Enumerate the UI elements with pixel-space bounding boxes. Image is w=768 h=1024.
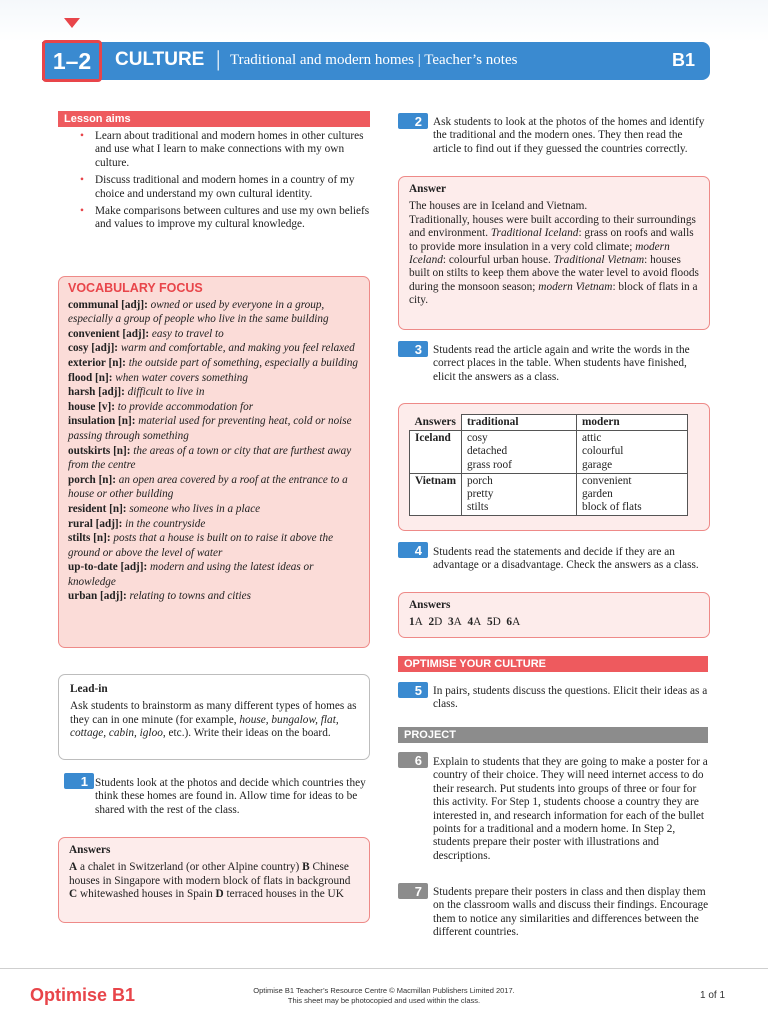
vocabulary-entry (68, 341, 360, 356)
step-5-badge: 5 (398, 682, 428, 698)
vocabulary-definition: relating to towns and cities (129, 590, 251, 603)
vocabulary-word: exterior [n]: (68, 356, 126, 369)
vocabulary-word: outskirts [n]: (68, 444, 131, 457)
step-1-badge: 1 (64, 773, 94, 789)
list-item: • Make comparisons between cultures and use my own beliefs and values to improve my cultural knowledge. (80, 205, 370, 232)
step-2-badge: 2 (398, 113, 428, 129)
section-title: CULTURE (115, 49, 205, 70)
table-cell: cosy detached grass roof (462, 431, 577, 474)
vocabulary-word: up-to-date [adj]: (68, 561, 148, 574)
answers-text: 1A 2D 3A 4A 5D 6A (409, 616, 521, 629)
step-7-badge: 7 (398, 883, 428, 899)
table-cell: attic colourful garage (577, 431, 688, 474)
leadin-box (58, 674, 370, 760)
vocabulary-word: harsh [adj]: (68, 386, 125, 399)
vocabulary-definition: posts that a house is built on to raise it above the ground or above the level of water (68, 532, 334, 559)
page-subtitle: Traditional and modern homes | Teacher’s notes (230, 52, 518, 68)
answer-title: Answer (409, 183, 447, 195)
vocabulary-entry (68, 560, 360, 589)
vocabulary-word: porch [n]: (68, 473, 116, 486)
vocabulary-entry (68, 414, 360, 443)
vocabulary-definition: owned or used by everyone in a group, especially a group of people who live in the same building (68, 298, 329, 326)
vocabulary-word: house [v]: (68, 400, 115, 413)
answer-box-2 (398, 176, 710, 330)
answers-box-4 (398, 592, 710, 638)
vocabulary-entry (68, 385, 360, 400)
page-number: 1 of 1 (700, 990, 726, 1001)
row-header: Iceland (410, 431, 462, 474)
vocabulary-word: communal [adj]: (68, 298, 148, 311)
vocabulary-entry (68, 400, 360, 415)
step-1-text: Students look at the photos and decide which countries they think these homes are found in. Allow time for ideas to be shared with the rest of the class. (95, 777, 366, 816)
column-header: traditional (462, 415, 577, 431)
vocabulary-definition: difficult to live in (127, 386, 205, 399)
column-header: modern (577, 415, 688, 431)
vocabulary-entry (68, 589, 360, 604)
vocabulary-definition: the areas of a town or city that are furthest away from the centre (68, 444, 352, 472)
level-badge: B1 (672, 50, 696, 70)
answer-text: The houses are in Iceland and Vietnam. Traditionally, houses were built according to their surroundings and environment. Traditional Iceland: grass on roofs and walls to provide more insulation in a very cold climate; modern Iceland: colourful urban house. Traditional Vietnam: houses built on stilts to keep them above the water level to avoid floods during the monsoon season; modern Vietnam: block of flats in a city. (409, 200, 699, 307)
unit-number: 1–2 (42, 40, 102, 82)
table-row (410, 431, 688, 474)
vocabulary-definition: someone who lives in a place (129, 502, 261, 515)
vocabulary-entry (68, 327, 360, 342)
step-2-text: Ask students to look at the photos of the homes and identify the traditional and the modern ones. They then read the article to find out if they guessed the countries correctly. (433, 116, 705, 155)
lesson-aims-list (80, 130, 370, 236)
vocabulary-definition: modern and using the latest ideas or knowledge (68, 561, 314, 588)
vocabulary-entry (68, 298, 360, 327)
vocabulary-definition: to provide accommodation for (117, 400, 254, 413)
vocabulary-definition: in the countryside (125, 517, 206, 530)
vocabulary-entry (68, 473, 360, 502)
leadin-title: Lead-in (70, 683, 108, 695)
leadin-text: Ask students to brainstorm as many different types of homes as they can in one minute (for example, house, bungalow, flat, cottage, cabin, igloo, etc.). Write their ideas on the board. (70, 700, 357, 740)
lesson-aims-title: Lesson aims (58, 111, 370, 127)
vocabulary-entry (68, 371, 360, 386)
vocabulary-word: convenient [adj]: (68, 327, 150, 340)
step-6-text: Explain to students that they are going to make a poster for a country of their choice. They will need internet access to do their research. Put students into groups of three or four for this activity. For Step 1, students choose a country they are interested in, and research information for each of the bullet points for a traditional and a modern home. In Step 2, students prepare their poster with illustrations and descriptions. (433, 756, 708, 862)
step-5-text: In pairs, students discuss the questions. Elicit their ideas as a class. (433, 685, 708, 711)
vocabulary-box (58, 276, 370, 648)
vocabulary-entry (68, 531, 360, 560)
vocabulary-word: insulation [n]: (68, 415, 136, 428)
vocabulary-definition: easy to travel to (151, 327, 224, 340)
marker-triangle-icon (64, 18, 80, 28)
answers-table (409, 414, 688, 516)
table-cell: convenient garden block of flats (577, 473, 688, 516)
list-item: • Discuss traditional and modern homes in a country of my choice and understand my own cultural identity. (80, 174, 370, 201)
brand-logo: Optimise B1 (30, 985, 136, 1005)
vocabulary-entry (68, 517, 360, 532)
step-4-text: Students read the statements and decide if they are an advantage or a disadvantage. Check the answers as a class. (433, 546, 699, 572)
vocabulary-entry (68, 444, 360, 473)
step-3-badge: 3 (398, 341, 428, 357)
footer-divider (0, 968, 768, 969)
vocabulary-word: flood [n]: (68, 371, 113, 384)
answers-box-1 (58, 837, 370, 923)
vocabulary-definition: when water covers something (115, 371, 248, 384)
vocabulary-definition: the outside part of something, especially a building (128, 356, 359, 369)
top-decoration (0, 0, 768, 42)
answers-title: Answers (409, 599, 451, 611)
vocabulary-list (68, 298, 360, 604)
copyright-notice: Optimise B1 Teacher’s Resource Centre © Macmillan Publishers Limited 2017. This sheet may be photocopied and used within the class. (253, 986, 515, 1005)
header-separator: | (216, 46, 221, 71)
vocabulary-definition: warm and comfortable, and making you feel relaxed (120, 342, 355, 355)
project-header: PROJECT (398, 727, 708, 743)
answers-title: Answers (414, 415, 456, 428)
vocabulary-word: cosy [adj]: (68, 342, 119, 355)
step-4-badge: 4 (398, 542, 428, 558)
vocabulary-word: rural [adj]: (68, 517, 123, 530)
step-7-text: Students prepare their posters in class and then display them on the classroom walls and discuss their findings. Encourage them to notice any similarities and differences between the different countries. (433, 886, 709, 939)
answers-text: A a chalet in Switzerland (or other Alpine country) B Chinese houses in Singapore with modern block of flats in background C whitewashed houses in Spain D terraced houses in the UK (69, 861, 351, 901)
table-row (410, 473, 688, 516)
vocabulary-definition: an open area covered by a roof at the entrance to a house or other building (68, 473, 348, 501)
answers-title: Answers (69, 844, 111, 856)
step-3-text: Students read the article again and write the words in the correct places in the table. When students have finished, elicit the answers as a class. (433, 344, 690, 383)
vocabulary-title: VOCABULARY FOCUS (68, 281, 203, 295)
vocabulary-definition: material used for preventing heat, cold or noise passing through something (68, 415, 352, 442)
table-cell: porch pretty stilts (462, 473, 577, 516)
row-header: Vietnam (410, 473, 462, 516)
vocabulary-entry (68, 502, 360, 517)
vocabulary-word: stilts [n]: (68, 532, 111, 545)
optimise-culture-header: OPTIMISE YOUR CULTURE (398, 656, 708, 672)
list-item: • Learn about traditional and modern homes in other cultures and use what I learn to make connections with my own culture. (80, 130, 370, 170)
vocabulary-word: urban [adj]: (68, 590, 127, 603)
vocabulary-entry (68, 356, 360, 371)
vocabulary-word: resident [n]: (68, 502, 127, 515)
step-6-badge: 6 (398, 752, 428, 768)
answers-box-3 (398, 403, 710, 531)
